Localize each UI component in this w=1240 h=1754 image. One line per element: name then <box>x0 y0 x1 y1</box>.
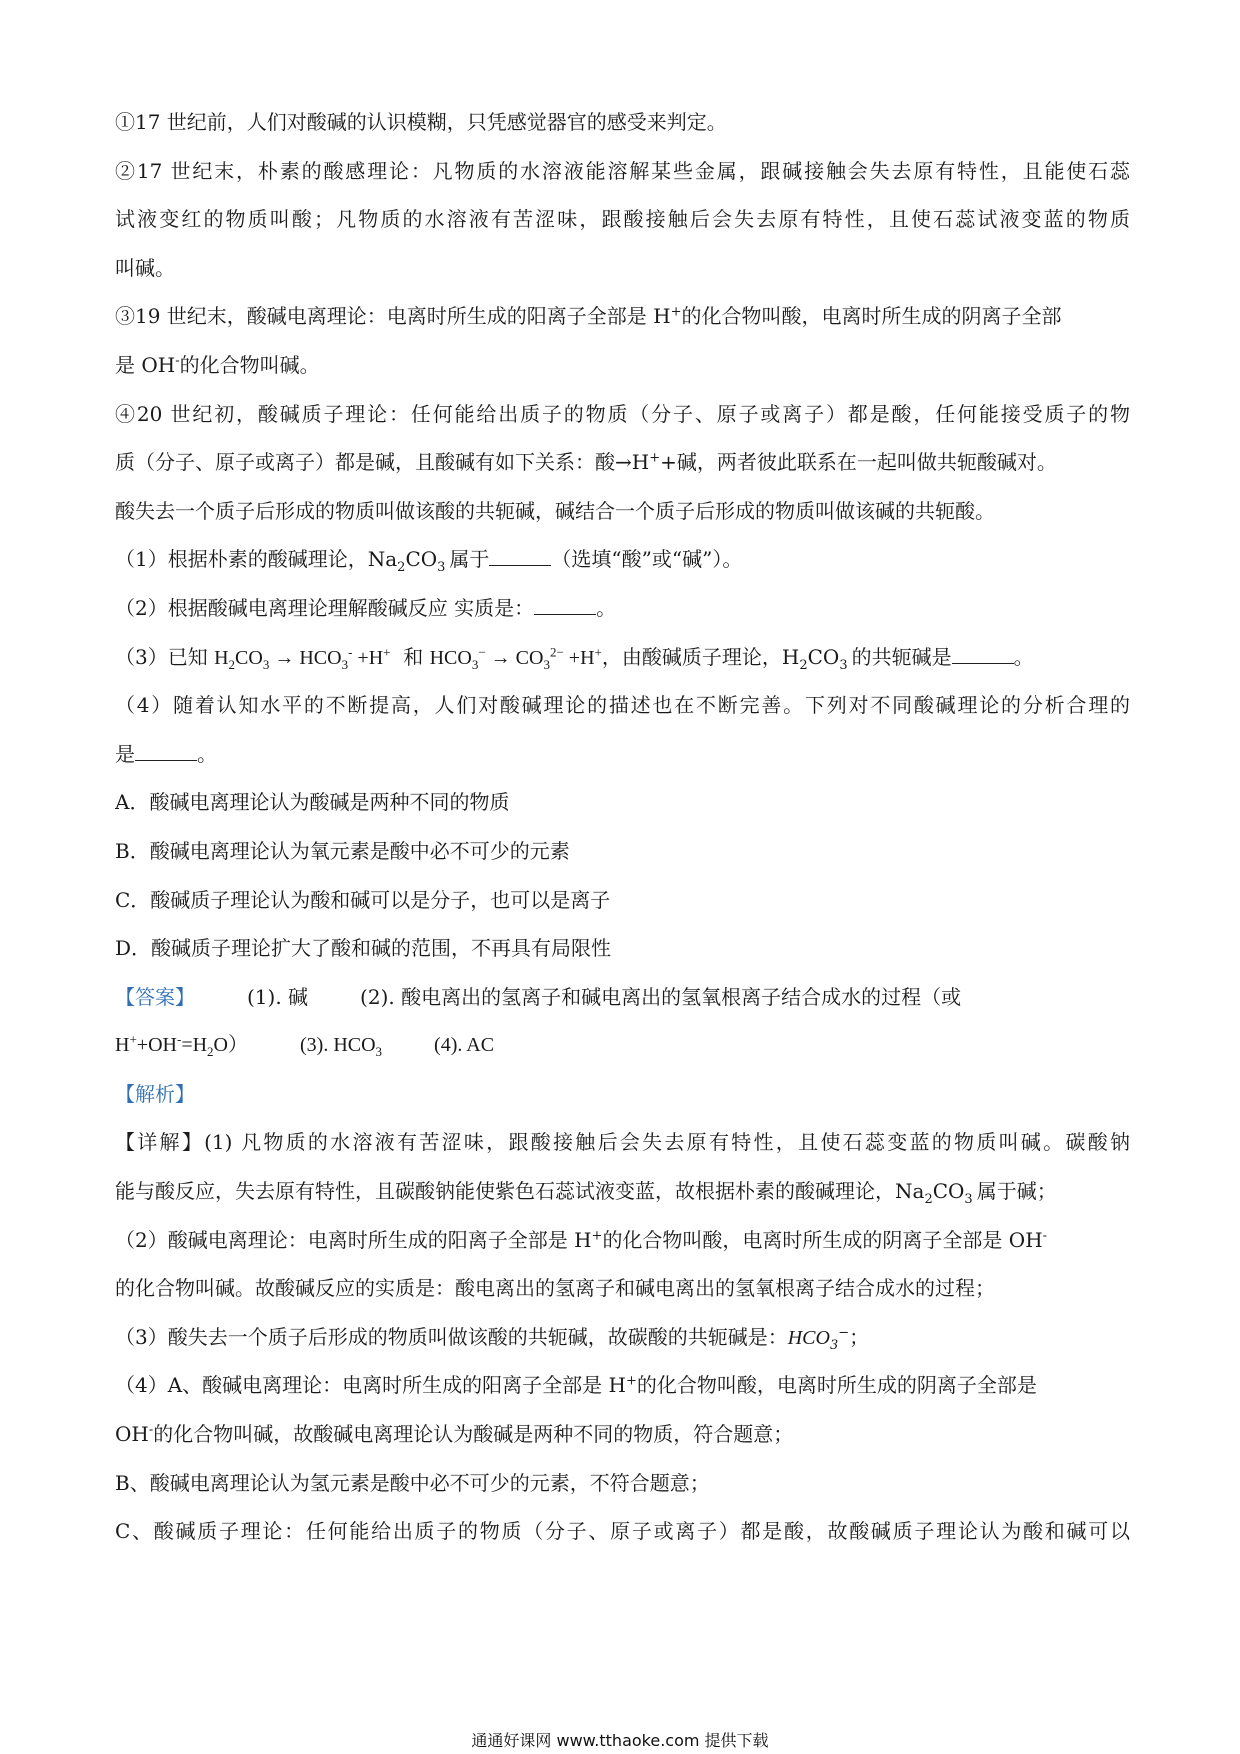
analysis-line: C、酸碱质子理论：任何能给出质子的物质（分子、原子或离子）都是酸，故酸碱质子理论认为酸和碱可以 <box>115 1519 1130 1544</box>
document-body <box>115 98 1130 1556</box>
paragraph-line: 酸失去一个质子后形成的物质叫做该酸的共轭碱，碱结合一个质子后形成的物质叫做该碱的共轭酸。 <box>115 498 995 523</box>
answer-blank <box>489 547 551 566</box>
answer-blank <box>534 596 596 615</box>
paragraph-line: ②17 世纪末，朴素的酸感理论：凡物质的水溶液能溶解某些金属，跟碱接触会失去原有特性，且能使石蕊 <box>115 158 1130 183</box>
answer-tag: 【答案】 <box>115 984 195 1009</box>
option-c: C．酸碱质子理论认为酸和碱可以是分子，也可以是离子 <box>115 887 611 912</box>
paragraph-line: ③19 世纪末，酸碱电离理论：电离时所生成的阳离子全部是 H+的化合物叫酸，电离时所生成的阴离子全部 <box>115 304 1062 329</box>
paragraph-line: 试液变红的物质叫酸；凡物质的水溶液有苦涩味，跟酸接触后会失去原有特性，且使石蕊试液变蓝的物质 <box>115 207 1130 232</box>
analysis-line: 能与酸反应，失去原有特性，且碳酸钠能使紫色石蕊试液变蓝，故根据朴素的酸碱理论，$Na_2CO_3$ 属于碱； <box>115 1179 1057 1208</box>
option-a: A．酸碱电离理论认为酸碱是两种不同的物质 <box>115 790 510 815</box>
paragraph-line: 质（分子、原子或离子）都是碱，且酸碱有如下关系：酸→H++碱，两者彼此联系在一起叫做共轭酸碱对。 <box>115 450 1057 475</box>
paragraph-line: ④20 世纪初，酸碱质子理论：任何能给出质子的物质（分子、原子或离子）都是酸，任何能接受质子的物 <box>115 401 1130 426</box>
analysis-line: OH-的化合物叫碱，故酸碱电离理论认为酸碱是两种不同的物质，符合题意； <box>115 1422 794 1447</box>
answer-line-2: $H^++OH^-=H_2O$） (3). $HCO_3$ (4). AC <box>115 1031 495 1060</box>
option-b: B．酸碱电离理论认为氧元素是酸中必不可少的元素 <box>115 838 570 863</box>
question-3: （3）已知 $H_2CO_3 \to HCO_3^- +H^+$ 和 $HCO_3^- \to CO_3^{2-} +H^+$，由酸碱质子理论，$H_2CO_3$ 的共轭碱是 。 <box>115 643 1034 673</box>
paragraph-line: 是 OH-的化合物叫碱。 <box>115 352 320 377</box>
paragraph-line: 叫碱。 <box>115 255 175 280</box>
paragraph-line: ①17 世纪前，人们对酸碱的认识模糊，只凭感觉器官的感受来判定。 <box>115 110 727 134</box>
analysis-line: （3）酸失去一个质子后形成的物质叫做该酸的共轭碱，故碳酸的共轭碱是：$HCO_3^-$； <box>115 1324 870 1353</box>
answer-blank <box>135 742 197 761</box>
answer-blank <box>952 645 1014 664</box>
page-footer: 通通好课网 www.tthaoke.com 提供下载 <box>471 1731 769 1750</box>
question-4: （4）随着认知水平的不断提高，人们对酸碱理论的描述也在不断完善。下列对不同酸碱理论的分析合理的 <box>115 693 1130 718</box>
question-2: （2）根据酸碱电离理论理解酸碱反应 实质是： 。 <box>115 595 617 620</box>
option-d: D．酸碱质子理论扩大了酸和碱的范围，不再具有局限性 <box>115 936 612 961</box>
analysis-line: （2）酸碱电离理论：电离时所生成的阳离子全部是 H+的化合物叫酸，电离时所生成的阴离子全部是 OH- <box>115 1227 1048 1252</box>
answer-line: 【答案】 (1). 碱 (2). 酸电离出的氢离子和碱电离出的氢氧根离子结合成水的过程（或 <box>115 984 962 1009</box>
analysis-line: （4）A、酸碱电离理论：电离时所生成的阳离子全部是 H+的化合物叫酸，电离时所生成的阴离子全部是 <box>115 1373 1037 1398</box>
analysis-line: 【详解】(1) 凡物质的水溶液有苦涩味，跟酸接触后会失去原有特性，且使石蕊变蓝的物质叫碱。碳酸钠 <box>115 1130 1130 1155</box>
analysis-line: 的化合物叫碱。故酸碱反应的实质是：酸电离出的氢离子和碱电离出的氢氧根离子结合成水的过程； <box>115 1276 995 1301</box>
analysis-line: B、酸碱电离理论认为氢元素是酸中必不可少的元素，不符合题意； <box>115 1470 710 1495</box>
analysis-heading: 【解析】 <box>115 1081 195 1106</box>
question-4-cont: 是 。 <box>115 741 217 766</box>
question-1: （1）根据朴素的酸碱理论，$Na_2CO_3$ 属于 （选填“酸”或“碱”）。 <box>115 547 743 576</box>
